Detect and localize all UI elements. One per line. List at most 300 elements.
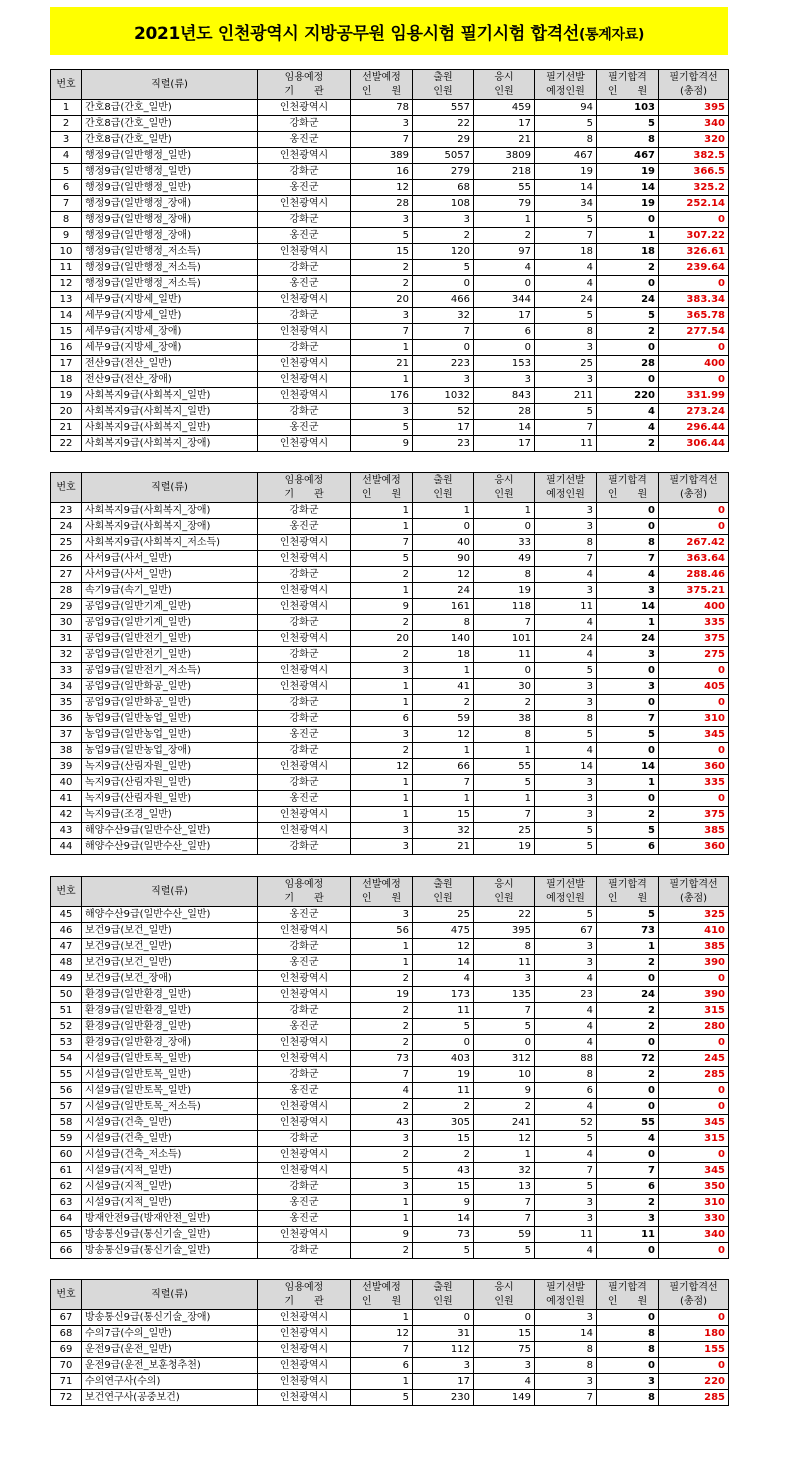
job-series: 농업9급(일반농업_장애) xyxy=(82,743,258,759)
header-passed-line2: 인 원 xyxy=(597,488,659,503)
took-count: 135 xyxy=(474,987,535,1003)
agency: 인천광역시 xyxy=(258,292,351,308)
agency: 옹진군 xyxy=(258,132,351,148)
row-number: 37 xyxy=(51,727,82,743)
written-planned-count: 34 xyxy=(535,196,597,212)
job-series: 보건9급(보건_일반) xyxy=(82,939,258,955)
header-applied-line2: 인원 xyxy=(413,488,474,503)
applied-count: 32 xyxy=(413,308,474,324)
job-series: 행정9급(일반행정_장애) xyxy=(82,228,258,244)
took-count: 19 xyxy=(474,839,535,855)
applied-count: 22 xyxy=(413,116,474,132)
planned-count: 2 xyxy=(351,743,413,759)
header-written-planned-line1: 필기선발 xyxy=(535,473,597,488)
planned-count: 5 xyxy=(351,1390,413,1406)
agency: 인천광역시 xyxy=(258,356,351,372)
planned-count: 12 xyxy=(351,759,413,775)
job-series: 공업9급(일반화공_일반) xyxy=(82,679,258,695)
results-table xyxy=(50,69,729,452)
row-number: 61 xyxy=(51,1163,82,1179)
applied-count: 2 xyxy=(413,695,474,711)
job-series: 사회복지9급(사회복지_일반) xyxy=(82,420,258,436)
planned-count: 5 xyxy=(351,420,413,436)
written-planned-count: 5 xyxy=(535,839,597,855)
applied-count: 305 xyxy=(413,1115,474,1131)
table-row xyxy=(51,535,729,551)
took-count: 6 xyxy=(474,324,535,340)
table-row xyxy=(51,356,729,372)
row-number: 8 xyxy=(51,212,82,228)
cutoff-score: 375 xyxy=(659,631,729,647)
written-planned-count: 5 xyxy=(535,1131,597,1147)
took-count: 118 xyxy=(474,599,535,615)
header-cutoff-line1: 필기합격선 xyxy=(659,1280,729,1295)
passed-count: 0 xyxy=(597,503,659,519)
applied-count: 40 xyxy=(413,535,474,551)
planned-count: 6 xyxy=(351,711,413,727)
took-count: 0 xyxy=(474,276,535,292)
applied-count: 2 xyxy=(413,1099,474,1115)
passed-count: 2 xyxy=(597,324,659,340)
row-number: 72 xyxy=(51,1390,82,1406)
agency: 강화군 xyxy=(258,939,351,955)
job-series: 환경9급(일반환경_장애) xyxy=(82,1035,258,1051)
header-applied-line1: 출원 xyxy=(413,473,474,488)
header-job: 직렬(류) xyxy=(82,877,258,907)
applied-count: 1 xyxy=(413,791,474,807)
job-series: 보건연구사(공중보건) xyxy=(82,1390,258,1406)
passed-count: 1 xyxy=(597,615,659,631)
written-planned-count: 14 xyxy=(535,180,597,196)
job-series: 사회복지9급(사회복지_일반) xyxy=(82,404,258,420)
table-row xyxy=(51,1326,729,1342)
job-series: 행정9급(일반행정_일반) xyxy=(82,148,258,164)
agency: 인천광역시 xyxy=(258,535,351,551)
planned-count: 3 xyxy=(351,907,413,923)
applied-count: 5 xyxy=(413,260,474,276)
written-planned-count: 3 xyxy=(535,775,597,791)
took-count: 3809 xyxy=(474,148,535,164)
row-number: 15 xyxy=(51,324,82,340)
cutoff-score: 0 xyxy=(659,791,729,807)
passed-count: 11 xyxy=(597,1227,659,1243)
planned-count: 4 xyxy=(351,1083,413,1099)
agency: 강화군 xyxy=(258,340,351,356)
applied-count: 41 xyxy=(413,679,474,695)
table-row xyxy=(51,1374,729,1390)
planned-count: 2 xyxy=(351,1099,413,1115)
row-number: 62 xyxy=(51,1179,82,1195)
applied-count: 1032 xyxy=(413,388,474,404)
header-took-line2: 인원 xyxy=(474,85,535,100)
passed-count: 55 xyxy=(597,1115,659,1131)
passed-count: 8 xyxy=(597,132,659,148)
agency: 인천광역시 xyxy=(258,436,351,452)
took-count: 11 xyxy=(474,955,535,971)
planned-count: 1 xyxy=(351,775,413,791)
row-number: 49 xyxy=(51,971,82,987)
passed-count: 0 xyxy=(597,1147,659,1163)
agency: 인천광역시 xyxy=(258,372,351,388)
applied-count: 1 xyxy=(413,503,474,519)
table-row xyxy=(51,807,729,823)
row-number: 19 xyxy=(51,388,82,404)
header-cutoff-line1: 필기합격선 xyxy=(659,70,729,85)
planned-count: 1 xyxy=(351,955,413,971)
row-number: 1 xyxy=(51,100,82,116)
header-passed-line1: 필기합격 xyxy=(597,877,659,892)
cutoff-score: 275 xyxy=(659,647,729,663)
header-planned-line2: 인 원 xyxy=(351,1295,413,1310)
cutoff-score: 0 xyxy=(659,1310,729,1326)
table-row xyxy=(51,1310,729,1326)
row-number: 42 xyxy=(51,807,82,823)
cutoff-score: 340 xyxy=(659,1227,729,1243)
job-series: 사회복지9급(사회복지_일반) xyxy=(82,388,258,404)
row-number: 68 xyxy=(51,1326,82,1342)
table-row xyxy=(51,711,729,727)
written-planned-count: 211 xyxy=(535,388,597,404)
header-no: 번호 xyxy=(51,877,82,907)
header-took-line1: 응시 xyxy=(474,1280,535,1295)
took-count: 79 xyxy=(474,196,535,212)
passed-count: 5 xyxy=(597,727,659,743)
row-number: 20 xyxy=(51,404,82,420)
table-row xyxy=(51,132,729,148)
took-count: 8 xyxy=(474,567,535,583)
applied-count: 31 xyxy=(413,1326,474,1342)
agency: 인천광역시 xyxy=(258,244,351,260)
table-row xyxy=(51,1099,729,1115)
cutoff-score: 0 xyxy=(659,276,729,292)
table-row xyxy=(51,759,729,775)
cutoff-score: 385 xyxy=(659,823,729,839)
written-planned-count: 3 xyxy=(535,1374,597,1390)
cutoff-score: 0 xyxy=(659,1243,729,1259)
row-number: 25 xyxy=(51,535,82,551)
table-row xyxy=(51,971,729,987)
took-count: 241 xyxy=(474,1115,535,1131)
applied-count: 15 xyxy=(413,1131,474,1147)
applied-count: 15 xyxy=(413,807,474,823)
table-row xyxy=(51,599,729,615)
cutoff-score: 307.22 xyxy=(659,228,729,244)
took-count: 843 xyxy=(474,388,535,404)
took-count: 59 xyxy=(474,1227,535,1243)
passed-count: 103 xyxy=(597,100,659,116)
took-count: 22 xyxy=(474,907,535,923)
table-row xyxy=(51,663,729,679)
agency: 인천광역시 xyxy=(258,583,351,599)
row-number: 31 xyxy=(51,631,82,647)
written-planned-count: 4 xyxy=(535,260,597,276)
agency: 옹진군 xyxy=(258,1195,351,1211)
took-count: 49 xyxy=(474,551,535,567)
written-planned-count: 18 xyxy=(535,244,597,260)
table-row xyxy=(51,164,729,180)
written-planned-count: 14 xyxy=(535,759,597,775)
job-series: 녹지9급(조경_일반) xyxy=(82,807,258,823)
job-series: 세무9급(지방세_일반) xyxy=(82,292,258,308)
passed-count: 8 xyxy=(597,1326,659,1342)
passed-count: 7 xyxy=(597,711,659,727)
agency: 강화군 xyxy=(258,1003,351,1019)
table-row xyxy=(51,679,729,695)
took-count: 2 xyxy=(474,228,535,244)
row-number: 59 xyxy=(51,1131,82,1147)
header-cutoff-line2: (총점) xyxy=(659,85,729,100)
table-row xyxy=(51,839,729,855)
table-row xyxy=(51,567,729,583)
written-planned-count: 4 xyxy=(535,1019,597,1035)
row-number: 35 xyxy=(51,695,82,711)
passed-count: 1 xyxy=(597,939,659,955)
agency: 옹진군 xyxy=(258,228,351,244)
cutoff-score: 400 xyxy=(659,356,729,372)
job-series: 행정9급(일반행정_저소득) xyxy=(82,276,258,292)
applied-count: 25 xyxy=(413,907,474,923)
written-planned-count: 3 xyxy=(535,1195,597,1211)
results-table xyxy=(50,876,729,1259)
job-series: 세무9급(지방세_장애) xyxy=(82,324,258,340)
header-no: 번호 xyxy=(51,1280,82,1310)
table-row xyxy=(51,260,729,276)
job-series: 행정9급(일반행정_장애) xyxy=(82,212,258,228)
row-number: 51 xyxy=(51,1003,82,1019)
passed-count: 8 xyxy=(597,1390,659,1406)
passed-count: 0 xyxy=(597,1358,659,1374)
written-planned-count: 5 xyxy=(535,907,597,923)
passed-count: 5 xyxy=(597,308,659,324)
applied-count: 23 xyxy=(413,436,474,452)
took-count: 33 xyxy=(474,535,535,551)
agency: 인천광역시 xyxy=(258,987,351,1003)
header-row xyxy=(51,70,729,85)
planned-count: 3 xyxy=(351,663,413,679)
job-series: 공업9급(일반전기_일반) xyxy=(82,647,258,663)
applied-count: 108 xyxy=(413,196,474,212)
cutoff-score: 390 xyxy=(659,987,729,1003)
passed-count: 6 xyxy=(597,1179,659,1195)
written-planned-count: 8 xyxy=(535,711,597,727)
written-planned-count: 5 xyxy=(535,404,597,420)
job-series: 방재안전9급(방재안전_일반) xyxy=(82,1211,258,1227)
table-row xyxy=(51,519,729,535)
row-number: 2 xyxy=(51,116,82,132)
passed-count: 28 xyxy=(597,356,659,372)
row-number: 48 xyxy=(51,955,82,971)
header-agency-line1: 임용예정 xyxy=(258,1280,351,1295)
agency: 옹진군 xyxy=(258,791,351,807)
job-series: 시설9급(일반토목_일반) xyxy=(82,1051,258,1067)
took-count: 395 xyxy=(474,923,535,939)
planned-count: 15 xyxy=(351,244,413,260)
planned-count: 1 xyxy=(351,1211,413,1227)
passed-count: 19 xyxy=(597,164,659,180)
agency: 강화군 xyxy=(258,212,351,228)
took-count: 1 xyxy=(474,212,535,228)
took-count: 0 xyxy=(474,519,535,535)
planned-count: 1 xyxy=(351,1195,413,1211)
page-title-banner xyxy=(50,7,728,55)
applied-count: 4 xyxy=(413,971,474,987)
agency: 인천광역시 xyxy=(258,1326,351,1342)
cutoff-score: 0 xyxy=(659,1035,729,1051)
planned-count: 1 xyxy=(351,519,413,535)
cutoff-score: 345 xyxy=(659,727,729,743)
job-series: 운전9급(운전_보훈청추천) xyxy=(82,1358,258,1374)
row-number: 29 xyxy=(51,599,82,615)
header-written-planned-line2: 예정인원 xyxy=(535,85,597,100)
cutoff-score: 0 xyxy=(659,971,729,987)
applied-count: 24 xyxy=(413,583,474,599)
applied-count: 5057 xyxy=(413,148,474,164)
cutoff-score: 335 xyxy=(659,775,729,791)
planned-count: 9 xyxy=(351,599,413,615)
row-number: 50 xyxy=(51,987,82,1003)
written-planned-count: 5 xyxy=(535,727,597,743)
job-series: 해양수산9급(일반수산_일반) xyxy=(82,907,258,923)
cutoff-score: 296.44 xyxy=(659,420,729,436)
applied-count: 112 xyxy=(413,1342,474,1358)
applied-count: 173 xyxy=(413,987,474,1003)
passed-count: 73 xyxy=(597,923,659,939)
applied-count: 12 xyxy=(413,567,474,583)
header-written-planned-line2: 예정인원 xyxy=(535,488,597,503)
job-series: 사회복지9급(사회복지_저소득) xyxy=(82,535,258,551)
header-cutoff-line2: (총점) xyxy=(659,1295,729,1310)
job-series: 시설9급(일반토목_저소득) xyxy=(82,1099,258,1115)
planned-count: 3 xyxy=(351,404,413,420)
cutoff-score: 375.21 xyxy=(659,583,729,599)
planned-count: 7 xyxy=(351,1342,413,1358)
agency: 인천광역시 xyxy=(258,551,351,567)
cutoff-score: 390 xyxy=(659,955,729,971)
job-series: 시설9급(일반토목_일반) xyxy=(82,1083,258,1099)
job-series: 수의연구사(수의) xyxy=(82,1374,258,1390)
took-count: 3 xyxy=(474,971,535,987)
row-number: 21 xyxy=(51,420,82,436)
table-row xyxy=(51,1115,729,1131)
cutoff-score: 360 xyxy=(659,839,729,855)
header-planned-line2: 인 원 xyxy=(351,85,413,100)
passed-count: 14 xyxy=(597,759,659,775)
written-planned-count: 8 xyxy=(535,1358,597,1374)
applied-count: 0 xyxy=(413,340,474,356)
header-agency-line2: 기 관 xyxy=(258,1295,351,1310)
header-applied-line1: 출원 xyxy=(413,1280,474,1295)
cutoff-score: 345 xyxy=(659,1163,729,1179)
header-passed-line2: 인 원 xyxy=(597,1295,659,1310)
agency: 인천광역시 xyxy=(258,1227,351,1243)
took-count: 459 xyxy=(474,100,535,116)
header-took-line2: 인원 xyxy=(474,488,535,503)
cutoff-score: 310 xyxy=(659,711,729,727)
cutoff-score: 0 xyxy=(659,372,729,388)
job-series: 농업9급(일반농업_일반) xyxy=(82,711,258,727)
cutoff-score: 220 xyxy=(659,1374,729,1390)
agency: 인천광역시 xyxy=(258,1147,351,1163)
took-count: 153 xyxy=(474,356,535,372)
header-written-planned-line1: 필기선발 xyxy=(535,1280,597,1295)
table-row xyxy=(51,631,729,647)
planned-count: 73 xyxy=(351,1051,413,1067)
cutoff-score: 410 xyxy=(659,923,729,939)
results-table xyxy=(50,1279,729,1406)
passed-count: 0 xyxy=(597,971,659,987)
table-row xyxy=(51,1083,729,1099)
table-row xyxy=(51,340,729,356)
written-planned-count: 8 xyxy=(535,1067,597,1083)
row-number: 11 xyxy=(51,260,82,276)
passed-count: 2 xyxy=(597,260,659,276)
took-count: 15 xyxy=(474,1326,535,1342)
cutoff-score: 366.5 xyxy=(659,164,729,180)
agency: 인천광역시 xyxy=(258,148,351,164)
passed-count: 24 xyxy=(597,987,659,1003)
table-row xyxy=(51,775,729,791)
cutoff-score: 360 xyxy=(659,759,729,775)
table-row xyxy=(51,148,729,164)
took-count: 2 xyxy=(474,1099,535,1115)
cutoff-score: 0 xyxy=(659,340,729,356)
applied-count: 230 xyxy=(413,1390,474,1406)
agency: 옹진군 xyxy=(258,180,351,196)
written-planned-count: 24 xyxy=(535,292,597,308)
planned-count: 2 xyxy=(351,647,413,663)
written-planned-count: 4 xyxy=(535,1035,597,1051)
written-planned-count: 3 xyxy=(535,1310,597,1326)
took-count: 7 xyxy=(474,1003,535,1019)
written-planned-count: 25 xyxy=(535,356,597,372)
job-series: 세무9급(지방세_장애) xyxy=(82,340,258,356)
table-row xyxy=(51,100,729,116)
took-count: 55 xyxy=(474,180,535,196)
written-planned-count: 8 xyxy=(535,1342,597,1358)
table-row xyxy=(51,372,729,388)
passed-count: 0 xyxy=(597,663,659,679)
agency: 강화군 xyxy=(258,404,351,420)
applied-count: 0 xyxy=(413,1310,474,1326)
table-row xyxy=(51,212,729,228)
written-planned-count: 4 xyxy=(535,567,597,583)
planned-count: 3 xyxy=(351,116,413,132)
cutoff-score: 335 xyxy=(659,615,729,631)
passed-count: 8 xyxy=(597,1342,659,1358)
planned-count: 6 xyxy=(351,1358,413,1374)
passed-count: 7 xyxy=(597,551,659,567)
written-planned-count: 3 xyxy=(535,679,597,695)
table-row xyxy=(51,1131,729,1147)
agency: 옹진군 xyxy=(258,955,351,971)
page-title-suffix: (통계자료) xyxy=(578,26,645,43)
took-count: 101 xyxy=(474,631,535,647)
took-count: 312 xyxy=(474,1051,535,1067)
row-number: 18 xyxy=(51,372,82,388)
cutoff-score: 325.2 xyxy=(659,180,729,196)
header-written-planned-line2: 예정인원 xyxy=(535,892,597,907)
row-number: 39 xyxy=(51,759,82,775)
applied-count: 17 xyxy=(413,1374,474,1390)
planned-count: 2 xyxy=(351,1147,413,1163)
table-row xyxy=(51,907,729,923)
table-row xyxy=(51,923,729,939)
row-number: 34 xyxy=(51,679,82,695)
table-row xyxy=(51,1035,729,1051)
job-series: 방송통신9급(통신기술_일반) xyxy=(82,1243,258,1259)
header-planned-line1: 선발예정 xyxy=(351,473,413,488)
planned-count: 2 xyxy=(351,260,413,276)
